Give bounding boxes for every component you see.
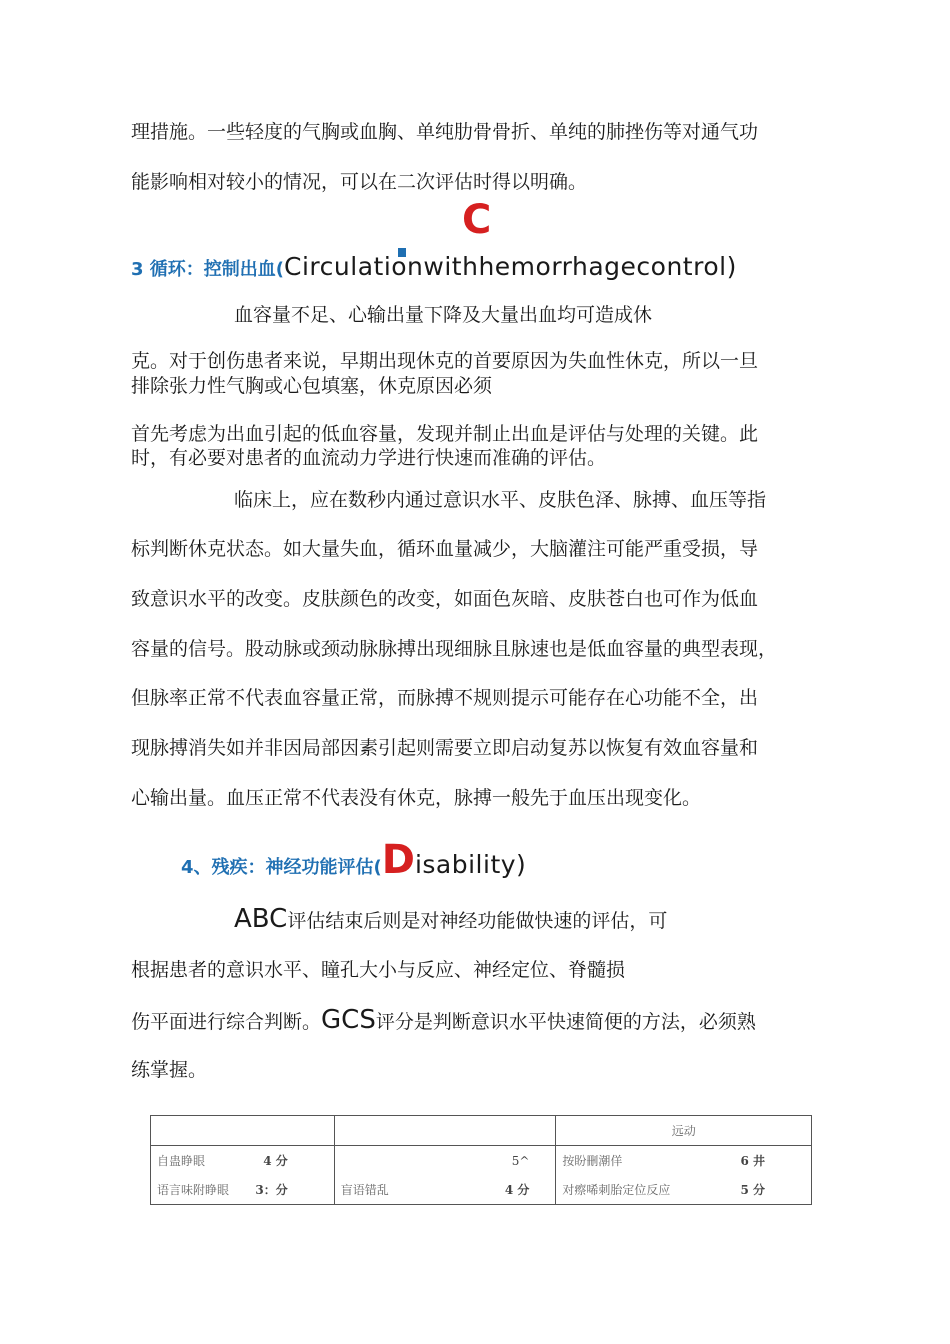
text-line xyxy=(131,1005,756,1037)
text-line: 心输出量。血压正常不代表没有休克，脉搏一般先于血压出现变化。 xyxy=(131,787,702,809)
cell-score: 5 分 xyxy=(740,1183,765,1197)
text-line: 容量的信号。股动脉或颈动脉脉搏出现细脉且脉速也是低血容量的典型表现， xyxy=(131,638,778,660)
text-line: 时，有必要对患者的血流动力学进行快速而准确的评估。 xyxy=(131,447,607,469)
table-row xyxy=(151,1146,812,1176)
table-header-cell xyxy=(334,1116,556,1146)
table-cell xyxy=(556,1146,812,1176)
text-fragment: 伤平面进行综合判断。 xyxy=(131,1011,322,1033)
text-line: 理措施。一些轻度的气胸或血胸、单纯肋骨骨折、单纯的肺挫伤等对通气功 xyxy=(131,121,759,143)
gcs-term: GCS xyxy=(321,1005,376,1035)
table-cell xyxy=(334,1146,556,1176)
abc-term: ABC xyxy=(234,904,288,934)
cell-label: 自蛊睁眼 xyxy=(157,1154,206,1168)
text-line: 排除张力性气胸或心包填塞，休克原因必须 xyxy=(131,375,493,397)
text-fragment: 评分是判断意识水平快速简便的方法，必须熟 xyxy=(375,1011,756,1033)
text-fragment: 评估结束后则是对神经功能做快速的评估，可 xyxy=(287,910,668,932)
table-cell xyxy=(556,1175,812,1205)
text-line: 但脉率正常不代表血容量正常，而脉搏不规则提示可能存在心功能不全，出 xyxy=(131,687,759,709)
cell-score: 4 分 xyxy=(263,1154,288,1168)
section-4-latin: isability) xyxy=(414,850,527,879)
section-4-label: 4、残疾：神经功能评估( xyxy=(181,857,382,878)
heading-big-letter-c: C xyxy=(462,197,492,243)
gcs-table xyxy=(150,1115,812,1205)
cell-score: 3：分 xyxy=(255,1183,288,1197)
text-line: 致意识水平的改变。皮肤颜色的改变，如面色灰暗、皮肤苍白也可作为低血 xyxy=(131,588,759,610)
cell-score: 6 井 xyxy=(740,1154,765,1168)
table-cell xyxy=(151,1175,335,1205)
table-cell xyxy=(151,1146,335,1176)
cell-label: 语言味附睁眼 xyxy=(157,1183,230,1197)
table-header-cell xyxy=(151,1116,335,1146)
cell-label: 按盼刪潮佯 xyxy=(562,1154,623,1168)
text-line xyxy=(234,904,667,936)
text-line: 克。对于创伤患者来说，早期出现休克的首要原因为失血性休克，所以一旦 xyxy=(131,350,759,372)
text-line: 练掌握。 xyxy=(131,1059,208,1081)
text-line: 根据患者的意识水平、瞳孔大小与反应、神经定位、脊髓损 xyxy=(131,959,626,981)
text-line: 现脉搏消失如并非因局部因素引起则需要立即启动复苏以恢复有效血容量和 xyxy=(131,737,759,759)
cell-label: 盲语错乱 xyxy=(340,1183,389,1197)
table-row xyxy=(151,1175,812,1205)
text-line: 能影响相对较小的情况，可以在二次评估时得以明确。 xyxy=(131,171,588,193)
heading-big-letter-d: D xyxy=(381,837,415,883)
section-3-latin: Circulationwithhemorrhagecontrol) xyxy=(284,252,737,281)
text-line: 临床上，应在数秒内通过意识水平、皮肤色泽、脉搏、血压等指 xyxy=(234,489,767,511)
section-3-label: 3 循环：控制出血( xyxy=(131,259,285,280)
text-line: 标判断休克状态。如大量失血，循环血量减少，大脑灌注可能严重受损，导 xyxy=(131,538,759,560)
text-line: 血容量不足、心输出量下降及大量出血均可造成休 xyxy=(234,304,653,326)
cell-score: 4 分 xyxy=(504,1183,530,1197)
text-line: 首先考虑为出血引起的低血容量，发现并制止出血是评估与处理的关键。此 xyxy=(131,423,759,445)
cell-label: 对瘵唏刺胎定位反应 xyxy=(562,1183,671,1197)
table-header-row xyxy=(151,1116,812,1146)
cell-score: 5^ xyxy=(511,1153,530,1168)
table-cell xyxy=(334,1175,556,1205)
table-header-cell: 远动 xyxy=(556,1116,812,1146)
section-4-title xyxy=(181,837,527,888)
section-3-title xyxy=(131,252,737,281)
